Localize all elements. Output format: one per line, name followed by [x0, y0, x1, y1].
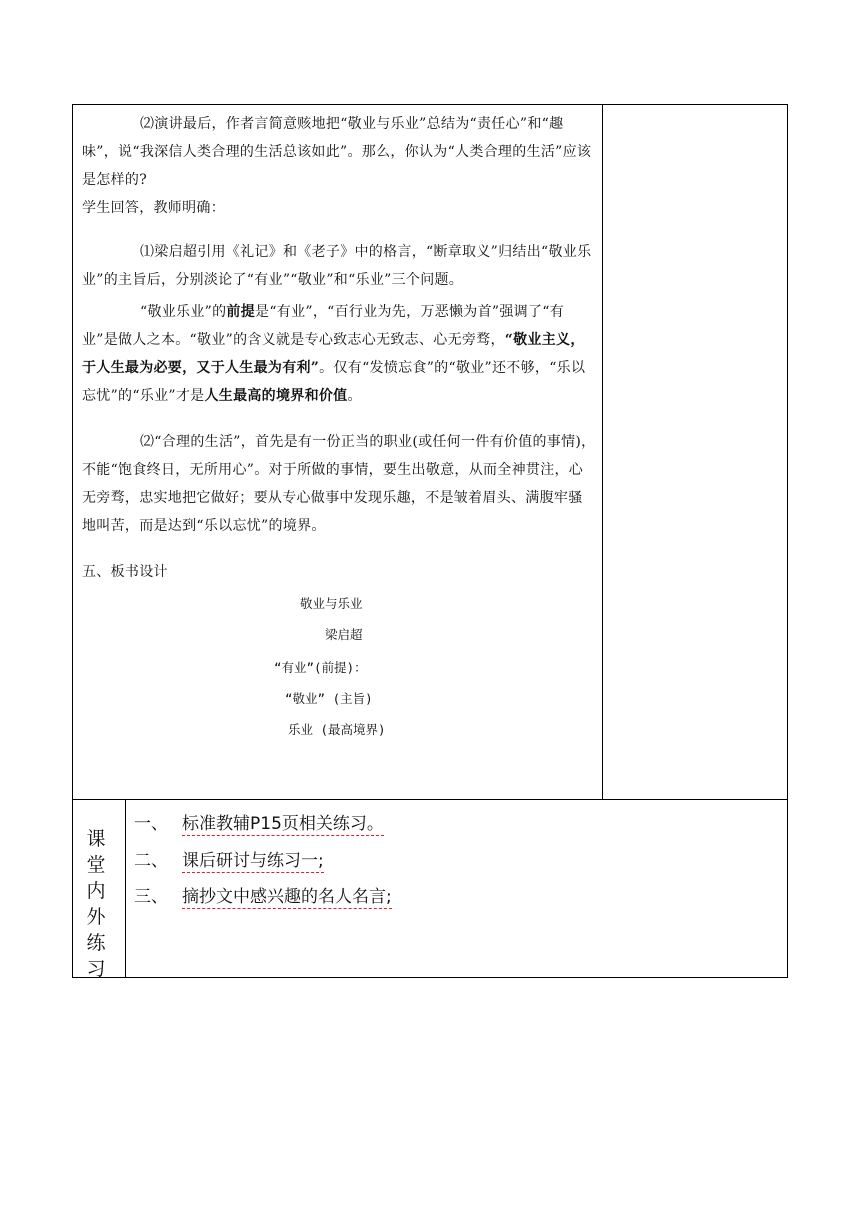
- paragraph-question: [82, 110, 596, 194]
- practice-label: [80, 826, 112, 982]
- practice-item: [134, 809, 384, 834]
- bold-text: 必要: [153, 360, 183, 376]
- text-segment: 。: [347, 388, 362, 404]
- bold-text: 前提: [226, 304, 256, 320]
- practice-item-text: 摘抄文中感兴趣的名人名言;: [182, 887, 392, 907]
- practice-label-char: 内: [86, 880, 106, 902]
- table-divider-column: [602, 104, 603, 799]
- practice-label-char: 练: [86, 932, 106, 954]
- text-segment: 学生回答，教师明确：: [82, 200, 225, 216]
- board-item-theme: “敬业” (主旨): [285, 691, 373, 706]
- text-segment: 。仅有“发愤忘食”的“敬业”还不够，“乐以忘忧”的“乐业”才是: [82, 360, 586, 404]
- practice-item-number: 二、: [134, 851, 168, 871]
- text-segment: 是“有业”，“百行业为先，万恶懒为首”强调了“有业”是做人之本。“敬业”的含义就是专心致志心无致志、心无旁骛，: [82, 304, 565, 348]
- paragraph-answer-1: [82, 238, 596, 294]
- text-segment: ⑵演讲最后，作者言简意赅地把“敬业与乐业”总结为“责任心”和“趣味”，说“我深信人类合理的生活总该如此”。那么，你认为“人类合理的生活”应该是怎样的?: [82, 116, 592, 188]
- table-border-left: [72, 104, 73, 978]
- table-border-bottom: [72, 977, 788, 978]
- paragraph-student-answer: [82, 194, 596, 222]
- practice-item: [134, 846, 324, 871]
- section-heading-board: [82, 558, 596, 586]
- table-border-right: [787, 104, 788, 978]
- bold-text: “敬业主义，于人生最为: [82, 332, 585, 376]
- practice-label-char: 外: [86, 906, 106, 928]
- text-segment: “敬业乐业”的: [140, 304, 227, 320]
- table-label-divider: [125, 799, 126, 978]
- bold-text: 人生最高的境界和价值: [204, 388, 348, 404]
- text-segment: 五、板书设计: [82, 564, 168, 580]
- practice-label-char: 习: [86, 958, 106, 980]
- practice-item-number: 三、: [134, 887, 168, 907]
- text-segment: ⑴梁启超引用《礼记》和《老子》中的格言，“断章取义”归结出“敬业乐业”的主旨后，分别淡论了“有业”“敬业”和“乐业”三个问题。: [82, 244, 592, 288]
- board-author: 梁启超: [325, 627, 363, 642]
- board-item-premise: “有业”(前提)：: [274, 660, 367, 675]
- bold-text: ，又于人生最为有利”: [182, 360, 320, 376]
- text-segment: ⑵“合理的生活”，首先是有一份正当的职业(或任何一件有价值的事情)，不能“饱食终日，无所用心”。对于所做的事情，要生出敬意，从而全神贯注，心无旁骛，忠实地把它做好；要从专心做事中发现乐趣，不是皱着眉头、满腹牢骚地叫苦，而是达到“乐以忘忧”的境界。: [82, 434, 596, 534]
- paragraph-answer-1-detail: [82, 298, 596, 410]
- practice-item-text: 课后研讨与练习一;: [182, 851, 324, 871]
- board-title: 敬业与乐业: [300, 596, 363, 611]
- board-item-highest: 乐业 (最高境界): [288, 722, 386, 737]
- table-border-top: [72, 104, 788, 105]
- practice-label-char: 课: [86, 828, 106, 850]
- practice-item: [134, 882, 392, 907]
- practice-item-number: 一、: [134, 814, 168, 834]
- table-divider-row: [72, 799, 788, 800]
- paragraph-answer-2: [82, 428, 596, 540]
- practice-label-char: 堂: [86, 854, 106, 876]
- practice-item-text: 标准教辅P15页相关练习。: [182, 814, 384, 834]
